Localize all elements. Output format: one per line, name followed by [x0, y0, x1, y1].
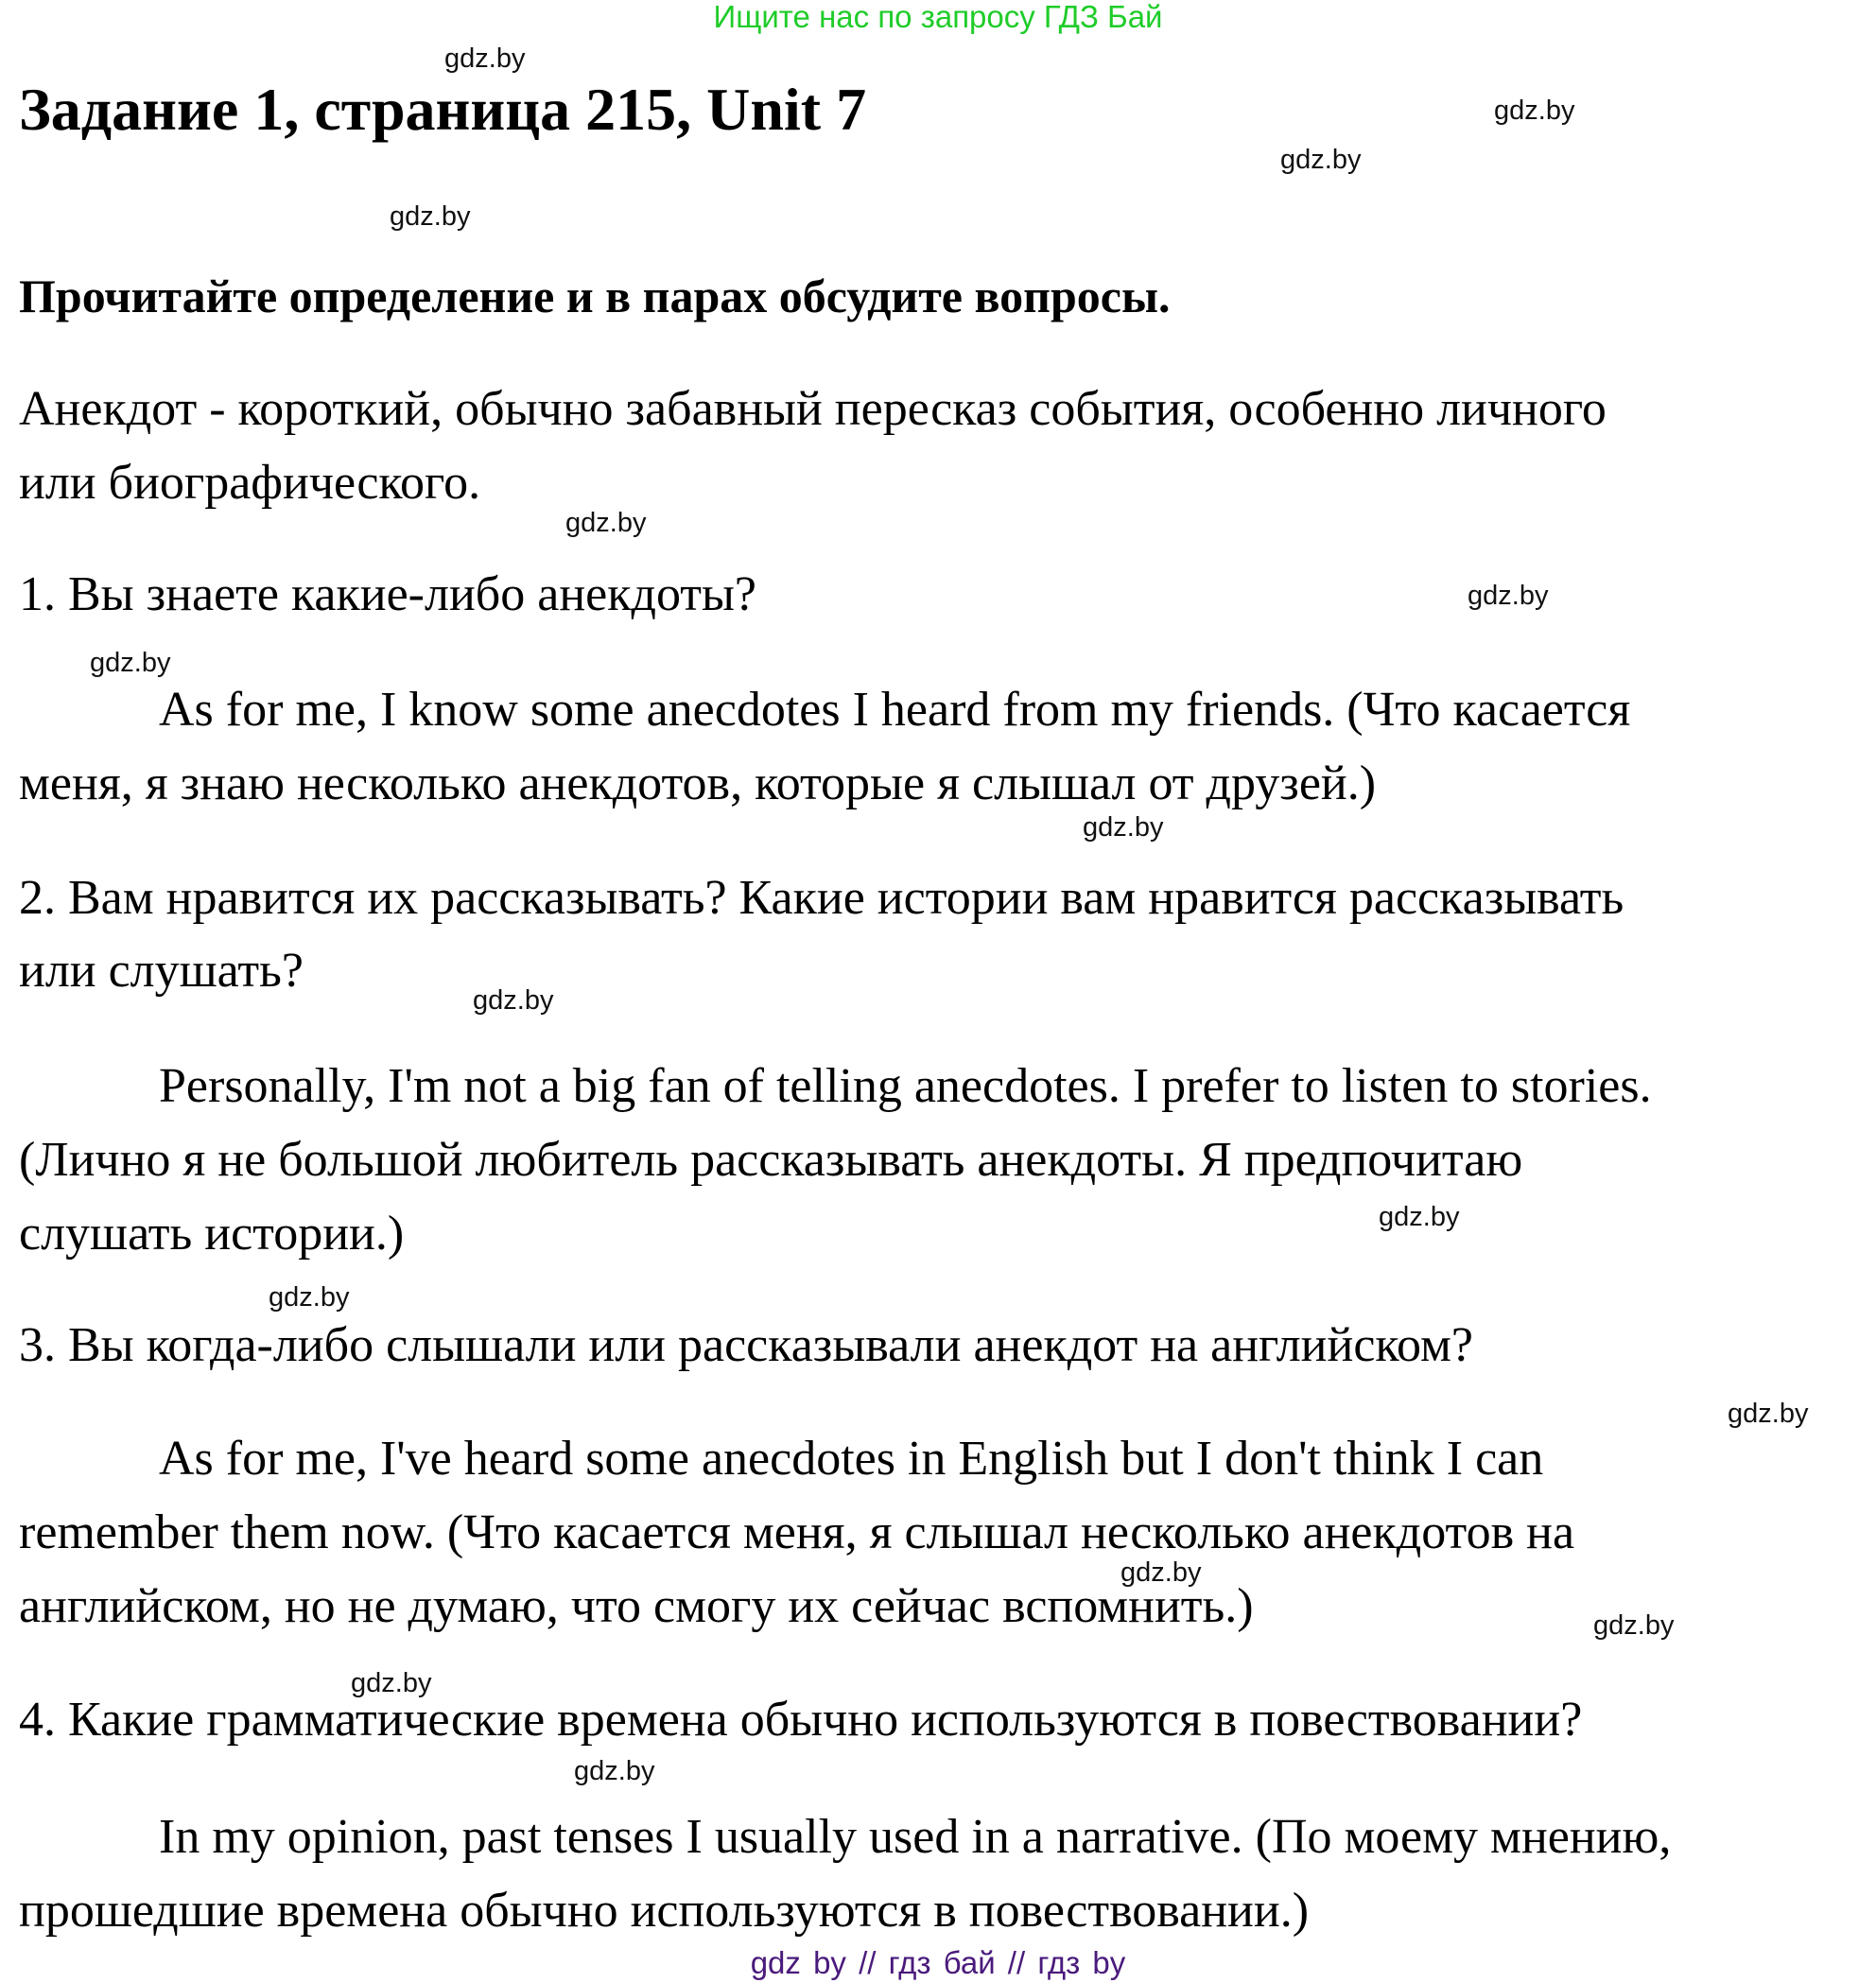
- definition-line-1: Анекдот - короткий, обычно забавный пересказ события, особенно личного: [19, 382, 1607, 436]
- watermark: gdz.by: [269, 1282, 350, 1313]
- watermark: gdz.by: [1593, 1610, 1675, 1641]
- search-banner: Ищите нас по запросу ГДЗ Бай: [713, 0, 1163, 34]
- answer-1-line-2: меня, я знаю несколько анекдотов, которые я слышал от друзей.): [19, 757, 1377, 810]
- question-4: 4. Какие грамматические времена обычно используются в повествовании?: [19, 1693, 1583, 1747]
- answer-2-line-3: слушать истории.): [19, 1207, 405, 1261]
- task-instruction: Прочитайте определение и в парах обсудите вопросы.: [19, 270, 1171, 322]
- footer-links: gdz by // гдз бай // гдз by: [750, 1945, 1126, 1980]
- definition-line-2: или биографического.: [19, 456, 481, 510]
- page-title: Задание 1, страница 215, Unit 7: [19, 76, 867, 143]
- watermark: gdz.by: [1083, 812, 1164, 843]
- watermark: gdz.by: [1120, 1557, 1202, 1588]
- question-2-line-2: или слушать?: [19, 944, 304, 998]
- answer-4-line-2: прошедшие времена обычно используются в повествовании.): [19, 1884, 1310, 1938]
- watermark: gdz.by: [390, 201, 471, 232]
- question-2-line-1: 2. Вам нравится их рассказывать? Какие истории вам нравится рассказывать: [19, 871, 1624, 925]
- watermark: gdz.by: [1728, 1399, 1809, 1429]
- question-3: 3. Вы когда-либо слышали или рассказывали анекдот на английском?: [19, 1318, 1474, 1372]
- watermark: gdz.by: [1280, 145, 1362, 175]
- answer-3-line-1: As for me, I've heard some anecdotes in English but I don't think I can: [159, 1432, 1544, 1486]
- answer-2-line-2: (Лично я не большой любитель рассказывать анекдоты. Я предпочитаю: [19, 1133, 1523, 1187]
- answer-4-line-1: In my opinion, past tenses I usually used in a narrative. (По моему мнению,: [159, 1810, 1672, 1864]
- question-1: 1. Вы знаете какие-либо анекдоты?: [19, 567, 756, 621]
- watermark: gdz.by: [90, 648, 171, 678]
- watermark: gdz.by: [473, 985, 554, 1016]
- watermark: gdz.by: [444, 43, 526, 74]
- watermark: gdz.by: [574, 1756, 655, 1786]
- answer-3-line-3: английском, но не думаю, что смогу их сейчас вспомнить.): [19, 1579, 1254, 1633]
- watermark: gdz.by: [565, 508, 647, 538]
- watermark: gdz.by: [1468, 581, 1549, 611]
- answer-1-line-1: As for me, I know some anecdotes I heard from my friends. (Что касается: [159, 683, 1631, 737]
- watermark: gdz.by: [351, 1668, 432, 1698]
- watermark: gdz.by: [1379, 1202, 1460, 1232]
- watermark: gdz.by: [1494, 96, 1575, 126]
- answer-2-line-1: Personally, I'm not a big fan of telling anecdotes. I prefer to listen to stories.: [159, 1059, 1652, 1113]
- answer-3-line-2: remember them now. (Что касается меня, я слышал несколько анекдотов на: [19, 1505, 1575, 1559]
